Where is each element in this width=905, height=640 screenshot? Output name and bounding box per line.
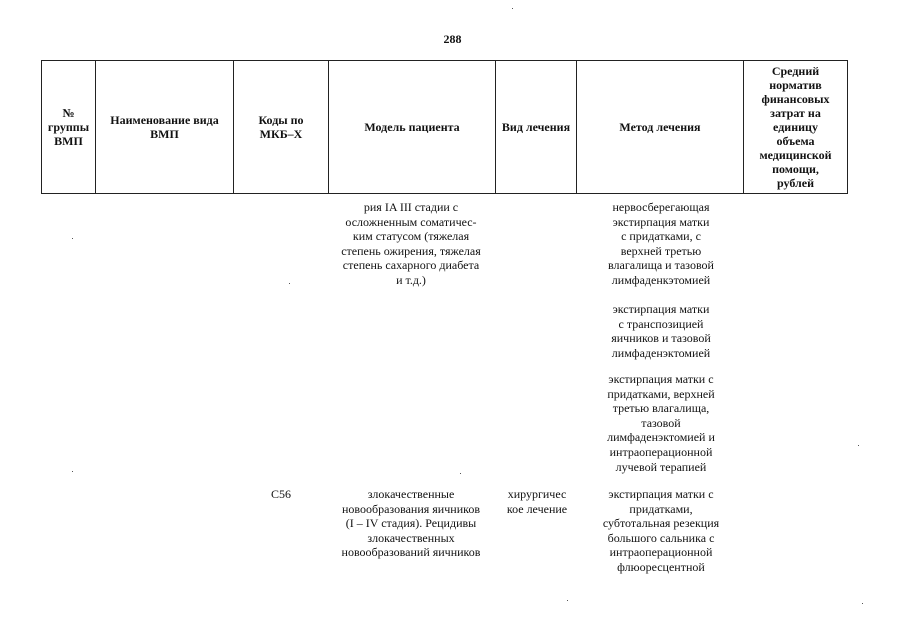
text-line: лимфаденэктомией xyxy=(611,345,711,360)
text-line: новообразований яичников xyxy=(341,545,481,560)
text-line: флюоресцентной xyxy=(617,559,705,574)
text-line: субтотальная резекция xyxy=(602,516,720,531)
text-line: экстирпация матки xyxy=(612,302,710,316)
text-line: объема xyxy=(776,134,815,148)
text-line: (I – IV стадия). Рецидивы xyxy=(345,516,477,531)
scan-speck xyxy=(72,238,73,239)
text-line: Средний xyxy=(771,64,820,78)
header-patient-model xyxy=(329,61,496,194)
text-line: степень сахарного диабета xyxy=(342,258,480,273)
scan-speck xyxy=(862,603,863,604)
header-row xyxy=(42,61,848,194)
text-line: яичников и тазовой xyxy=(611,331,711,346)
text-line: новообразования яичников xyxy=(341,501,480,516)
scan-speck xyxy=(460,473,461,474)
text-line: экстирпация матки xyxy=(612,214,710,229)
patient-model-continuation xyxy=(327,200,495,288)
text-line: ким статусом (тяжелая xyxy=(352,229,470,244)
patient-model-ovarian-cancer xyxy=(327,487,495,560)
text-line: единицу xyxy=(773,120,818,134)
text-line: медицинской xyxy=(759,148,832,162)
text-line: лимфаденкэтомией xyxy=(611,272,711,287)
text-line: интраоперационной xyxy=(609,545,713,560)
text-line: с транспозицией xyxy=(618,316,704,331)
text-line: Коды по xyxy=(258,113,304,127)
text-line: придатками, верхней xyxy=(607,386,715,401)
header-treatment-method xyxy=(577,61,744,194)
header-treatment-type xyxy=(496,61,577,194)
text-line: верхней третью xyxy=(620,243,702,258)
text-line: лимфаденэктомией и xyxy=(607,430,715,445)
text-line: Модель пациента xyxy=(364,120,460,134)
text-line: финансовых xyxy=(761,92,830,106)
header-vmp-type xyxy=(96,61,234,194)
text-line: влагалища и тазовой xyxy=(608,258,714,273)
text-line: хирургичес xyxy=(507,487,567,501)
text-line: экстирпация матки с xyxy=(608,372,714,386)
text-line: и т.д.) xyxy=(396,272,426,287)
text-line: нервосберегающая xyxy=(612,200,710,214)
treatment-method-nerve-sparing xyxy=(577,200,745,288)
icd-code-c56: C56 xyxy=(270,487,291,501)
header-average-cost xyxy=(744,61,848,194)
header-icd-codes xyxy=(234,61,329,194)
text-line: помощи, xyxy=(772,162,819,176)
treatment-method-intraoperative-radiation xyxy=(577,372,745,474)
scan-speck xyxy=(567,600,568,601)
scan-speck xyxy=(289,283,290,284)
text-line: № xyxy=(62,106,75,120)
scan-speck xyxy=(72,471,73,472)
text-line: злокачественные xyxy=(367,487,455,501)
text-line: осложненным соматичес- xyxy=(345,214,477,229)
text-line: МКБ–Х xyxy=(259,127,303,141)
text-line: группы xyxy=(47,120,90,134)
text-line: рублей xyxy=(776,176,815,190)
header-group-number xyxy=(42,61,96,194)
treatment-method-fluorescent xyxy=(577,487,745,575)
text-line: Метод лечения xyxy=(619,120,701,134)
text-line: злокачественных xyxy=(367,530,455,545)
text-line: лучевой терапией xyxy=(615,459,707,474)
text-line: большого сальника с xyxy=(607,530,715,545)
table-header xyxy=(41,60,848,194)
text-line: третью влагалища, xyxy=(612,401,710,416)
text-line: с придатками, с xyxy=(621,229,701,244)
text-line: экстирпация матки с xyxy=(608,487,714,501)
text-line: степень ожирения, тяжелая xyxy=(341,243,481,258)
scan-speck xyxy=(512,8,513,9)
text-line: ВМП xyxy=(54,134,83,148)
treatment-method-ovarian-transposition xyxy=(577,302,745,360)
page-number: 288 xyxy=(443,32,462,46)
treatment-type-surgical xyxy=(497,487,577,516)
text-line: Вид лечения xyxy=(501,120,571,134)
text-line: затрат на xyxy=(770,106,821,120)
text-line: Наименование вида xyxy=(110,113,219,127)
text-line: рия IA III стадии с xyxy=(363,200,459,214)
text-line: придатками, xyxy=(629,501,693,516)
text-line: интраоперационной xyxy=(609,444,713,459)
text-line: ВМП xyxy=(150,127,179,141)
text-line: норматив xyxy=(769,78,822,92)
text-line: кое лечение xyxy=(506,501,568,516)
scan-speck xyxy=(858,445,859,446)
text-line: тазовой xyxy=(641,415,681,430)
